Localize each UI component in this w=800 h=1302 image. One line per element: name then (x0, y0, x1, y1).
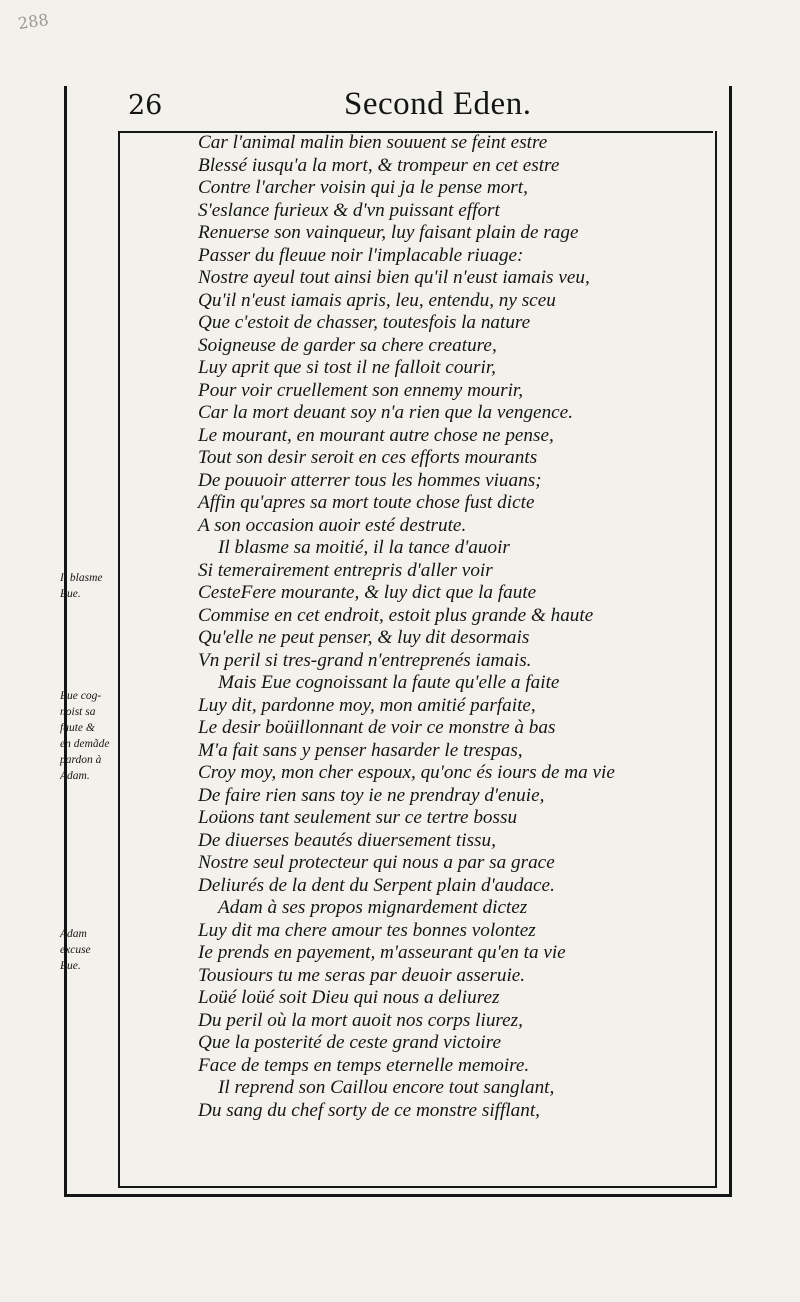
verse-line: Affin qu'apres sa mort toute chose fust dicte (198, 492, 535, 513)
verse-line: Renuerse son vainqueur, luy faisant plain de rage (198, 222, 579, 243)
verse-line: M'a fait sans y penser hasarder le trespas, (198, 739, 523, 761)
verse-line: De faire rien sans toy ie ne prendray d'enuie, (198, 784, 545, 806)
verse-line: Si temerairement entrepris d'aller voir (198, 559, 493, 581)
verse-line: Le desir boüillonnant de voir ce monstre à bas (198, 717, 556, 738)
verse-line: Car l'animal malin bien souuent se feint estre (198, 132, 548, 153)
verse-line: Qu'il n'eust iamais apris, leu, entendu, ny sceu (198, 289, 556, 311)
verse-line: Tousiours tu me seras par deuoir asseruie. (198, 964, 526, 986)
verse-line: Du peril où la mort auoit nos corps liurez, (198, 1009, 523, 1031)
verse-line: Soigneuse de garder sa chere creature, (198, 334, 497, 356)
verse-line: Nostre seul protecteur qui nous a par sa grace (198, 852, 555, 873)
verse-line: Ie prends en payement, m'asseurant qu'en ta vie (198, 942, 566, 963)
verse-line: Car la mort deuant soy n'a rien que la vengence. (198, 402, 573, 423)
verse-line: Commise en cet endroit, estoit plus grande & haute (198, 604, 594, 626)
verse-line: Pour voir cruellement son ennemy mourir, (198, 379, 524, 401)
verse-line: Tout son desir seroit en ces efforts mourants (198, 447, 538, 468)
stain-mark: 288 (16, 9, 50, 34)
verse-line: S'eslance furieux & d'vn puissant effort (198, 199, 500, 221)
verse-line: Passer du fleuue noir l'implacable riuage: (198, 244, 524, 266)
verse-column (198, 132, 718, 1122)
verse-line: Luy dit ma chere amour tes bonnes volontez (198, 919, 536, 941)
verse-line: CesteFere mourante, & luy dict que la faute (198, 582, 537, 603)
verse-line: Mais Eue cognoissant la faute qu'elle a faite (218, 672, 560, 693)
verse-line: Luy dit, pardonne moy, mon amitié parfaite, (198, 694, 536, 716)
margin-note: Eue cog- noist sa faute & en demãde pardon à Adam. (60, 690, 110, 782)
verse-line: Face de temps en temps eternelle memoire. (198, 1054, 530, 1076)
verse-line: Il blasme sa moitié, il la tance d'auoir (218, 537, 510, 558)
verse-line: Que c'estoit de chasser, toutesfois la nature (198, 312, 531, 333)
verse-line: Croy moy, mon cher espoux, qu'onc és iours de ma vie (198, 762, 615, 783)
verse-line: Deliurés de la dent du Serpent plain d'audace. (198, 874, 555, 896)
verse-line: De diuerses beautés diuersement tissu, (198, 829, 496, 851)
verse-line: Que la posterité de ceste grand victoire (198, 1032, 502, 1053)
verse-line: Loüé loüé soit Dieu qui nous a deliurez (198, 987, 500, 1008)
verse-line: Vn peril si tres-grand n'entreprenés iamais. (198, 649, 532, 671)
verse-line: Qu'elle ne peut penser, & luy dit desormais (198, 627, 530, 648)
verse-line: Le mourant, en mourant autre chose ne pense, (198, 424, 554, 446)
margin-note: Il blasme Eue. (60, 572, 103, 600)
verse-line: Luy aprit que si tost il ne falloit courir, (198, 357, 496, 378)
verse-line: Nostre ayeul tout ainsi bien qu'il n'eust iamais veu, (198, 267, 590, 288)
verse-line: Du sang du chef sorty de ce monstre sifflant, (198, 1099, 540, 1121)
verse-line: A son occasion auoir esté destrute. (198, 514, 467, 536)
verse-line: Contre l'archer voisin qui ja le pense mort, (198, 177, 528, 198)
verse-line: Blessé iusqu'a la mort, & trompeur en cet estre (198, 154, 560, 176)
verse-line: De pouuoir atterrer tous les hommes viuans; (198, 469, 542, 491)
margin-note: Adam excuse Eue. (60, 928, 91, 972)
verse-line: Adam à ses propos mignardement dictez (218, 897, 528, 918)
verse-line: Loüons tant seulement sur ce tertre bossu (198, 807, 518, 828)
verse-line: Il reprend son Caillou encore tout sanglant, (218, 1077, 555, 1098)
running-title: Second Eden. (344, 86, 532, 122)
page-number: 26 (128, 90, 163, 121)
